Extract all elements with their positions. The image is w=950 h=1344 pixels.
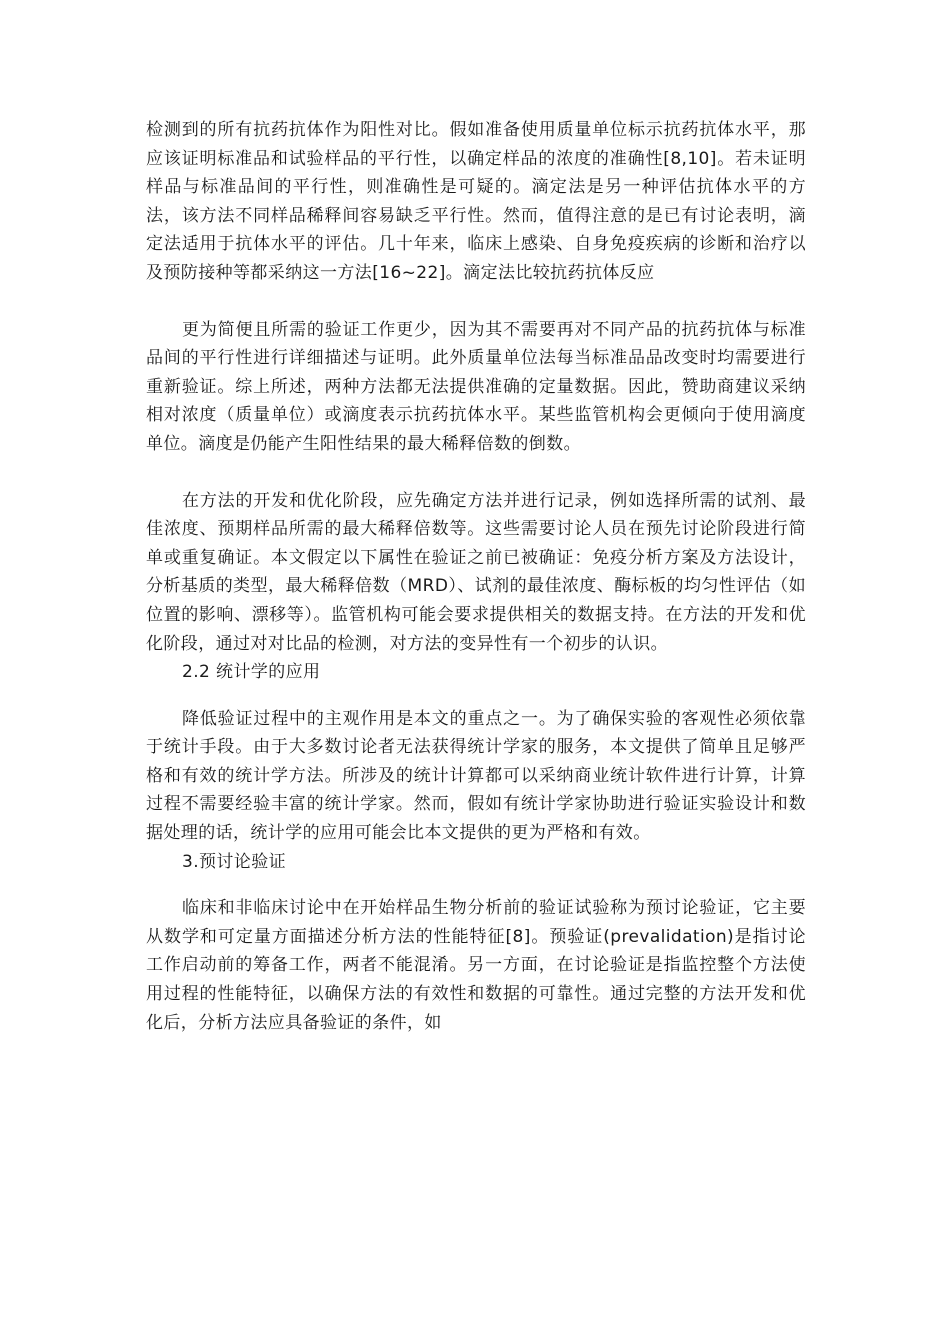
section-heading-2-2: 2.2 统计学的应用 bbox=[182, 662, 321, 683]
paragraph-antibody-titer: 检测到的所有抗药抗体作为阳性对比。假如准备使用质量单位标示抗药抗体水平，那应该证明标准品和试验样品的平行性，以确定样品的浓度的准确性[8,10]。若未证明样品与标准品间的平行性，则准确性是可疑的。滴定法是另一种评估抗体水平的方法，该方法不同样品稀释间容易缺乏平行性。然而，值得注意的是已有讨论表明，滴定法适用于抗体水平的评估。几十年来，临床上感染、自身免疫疾病的诊断和治疗以及预防接种等都采纳这一方法[16~22]。滴定法比较抗药抗体反应 bbox=[146, 120, 806, 283]
paragraph-pre-study-validation: 临床和非临床讨论中在开始样品生物分析前的验证试验称为预讨论验证，它主要从数学和可定量方面描述分析方法的性能特征[8]。预验证(prevalidation)是指讨论工作启动前的筹备工作，两者不能混淆。另一方面，在讨论验证是指监控整个方法使用过程的性能特征，以确保方法的有效性和数据的可靠性。通过完整的方法开发和优化后，分析方法应具备验证的条件，如 bbox=[146, 898, 806, 1033]
paragraph-titer-simplicity: 更为简便且所需的验证工作更少，因为其不需要再对不同产品的抗药抗体与标准品间的平行性进行详细描述与证明。此外质量单位法每当标准品品改变时均需要进行重新验证。综上所述，两种方法都无法提供准确的定量数据。因此，赞助商建议采纳相对浓度（质量单位）或滴度表示抗药抗体水平。某些监管机构会更倾向于使用滴度单位。滴度是仍能产生阳性结果的最大稀释倍数的倒数。 bbox=[146, 319, 806, 454]
paragraph-statistics: 降低验证过程中的主观作用是本文的重点之一。为了确保实验的客观性必须依靠于统计手段。由于大多数讨论者无法获得统计学家的服务，本文提供了简单且足够严格和有效的统计学方法。所涉及的统计计算都可以采纳商业统计软件进行计算，计算过程不需要经验丰富的统计学家。然而，假如有统计学家协助进行验证实验设计和数据处理的话，统计学的应用可能会比本文提供的更为严格和有效。 bbox=[146, 708, 806, 844]
document-page bbox=[146, 116, 806, 1037]
section-heading-3: 3.预讨论验证 bbox=[182, 851, 287, 872]
paragraph-method-development: 在方法的开发和优化阶段，应先确定方法并进行记录，例如选择所需的试剂、最佳浓度、预期样品所需的最大稀释倍数等。这些需要讨论人员在预先讨论阶段进行简单或重复确证。本文假定以下属性在验证之前已被确证：免疫分析方案及方法设计，分析基质的类型，最大稀释倍数（MRD）、试剂的最佳浓度、酶标板的均匀性评估（如位置的影响、漂移等）。监管机构可能会要求提供相关的数据支持。在方法的开发和优化阶段，通过对对比品的检测，对方法的变异性有一个初步的认识。 bbox=[146, 490, 806, 654]
